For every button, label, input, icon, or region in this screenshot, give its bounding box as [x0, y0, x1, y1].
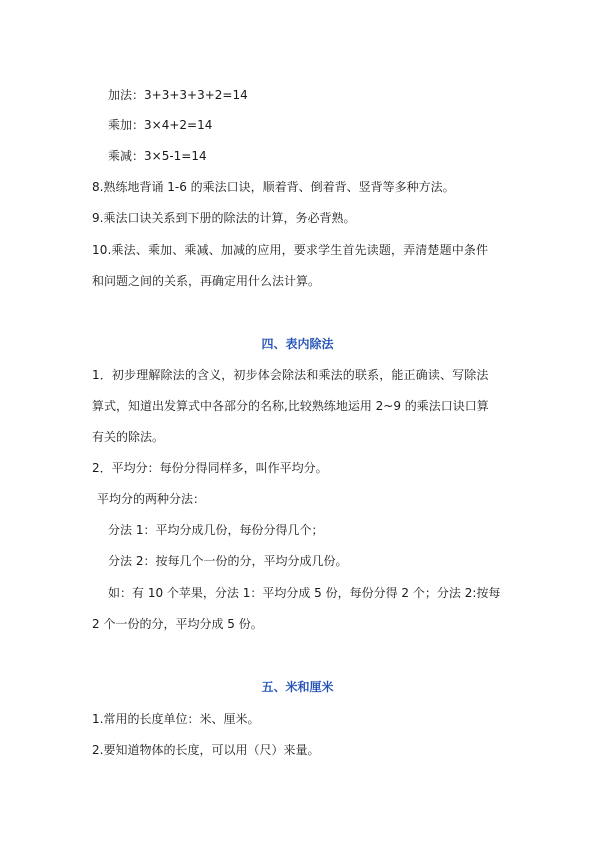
addition-example: 加法：3+3+3+3+2=14 — [108, 88, 248, 102]
length-item-2: 2.要知道物体的长度，可以用（尺）来量。 — [92, 743, 320, 757]
multiply-subtract-example: 乘减：3×5-1=14 — [108, 149, 207, 163]
method-2: 分法 2：按每几个一份的分，平均分成几份。 — [108, 554, 348, 568]
method-1: 分法 1：平均分成几份，每份分得几个； — [108, 523, 324, 537]
division-item-1-line-2: 算式，知道出发算式中各部分的名称,比较熟练地运用 2~9 的乘法口诀口算 — [92, 399, 489, 413]
multiply-add-example: 乘加：3×4+2=14 — [108, 118, 213, 132]
division-item-2: 2．平均分：每份分得同样多，叫作平均分。 — [92, 461, 328, 475]
two-methods-label: 平均分的两种分法： — [97, 492, 206, 506]
item-8: 8.熟练地背诵 1-6 的乘法口诀，顺着背、倒着背、竖背等多种方法。 — [92, 180, 455, 194]
division-item-1-line-1: 1．初步理解除法的含义，初步体会除法和乘法的联系，能正确读、写除法 — [92, 368, 489, 382]
item-10-line-2: 和问题之间的关系，再确定用什么法计算。 — [92, 274, 321, 288]
division-item-1-line-3: 有关的除法。 — [92, 430, 165, 444]
item-9: 9.乘法口诀关系到下册的除法的计算，务必背熟。 — [92, 211, 356, 225]
length-item-1: 1.常用的长度单位：米、厘米。 — [92, 712, 260, 726]
section-heading-division: 四、表内除法 — [261, 337, 334, 351]
section-heading-meter-centimeter: 五、米和厘米 — [261, 680, 334, 694]
example-line-2: 2 个一份的分，平均分成 5 份。 — [92, 617, 263, 631]
example-line-1: 如：有 10 个苹果，分法 1：平均分成 5 份，每份分得 2 个；分法 2:按每 — [108, 586, 501, 600]
item-10-line-1: 10.乘法、乘加、乘减、加减的应用，要求学生首先读题，弄清楚题中条件 — [92, 243, 489, 257]
